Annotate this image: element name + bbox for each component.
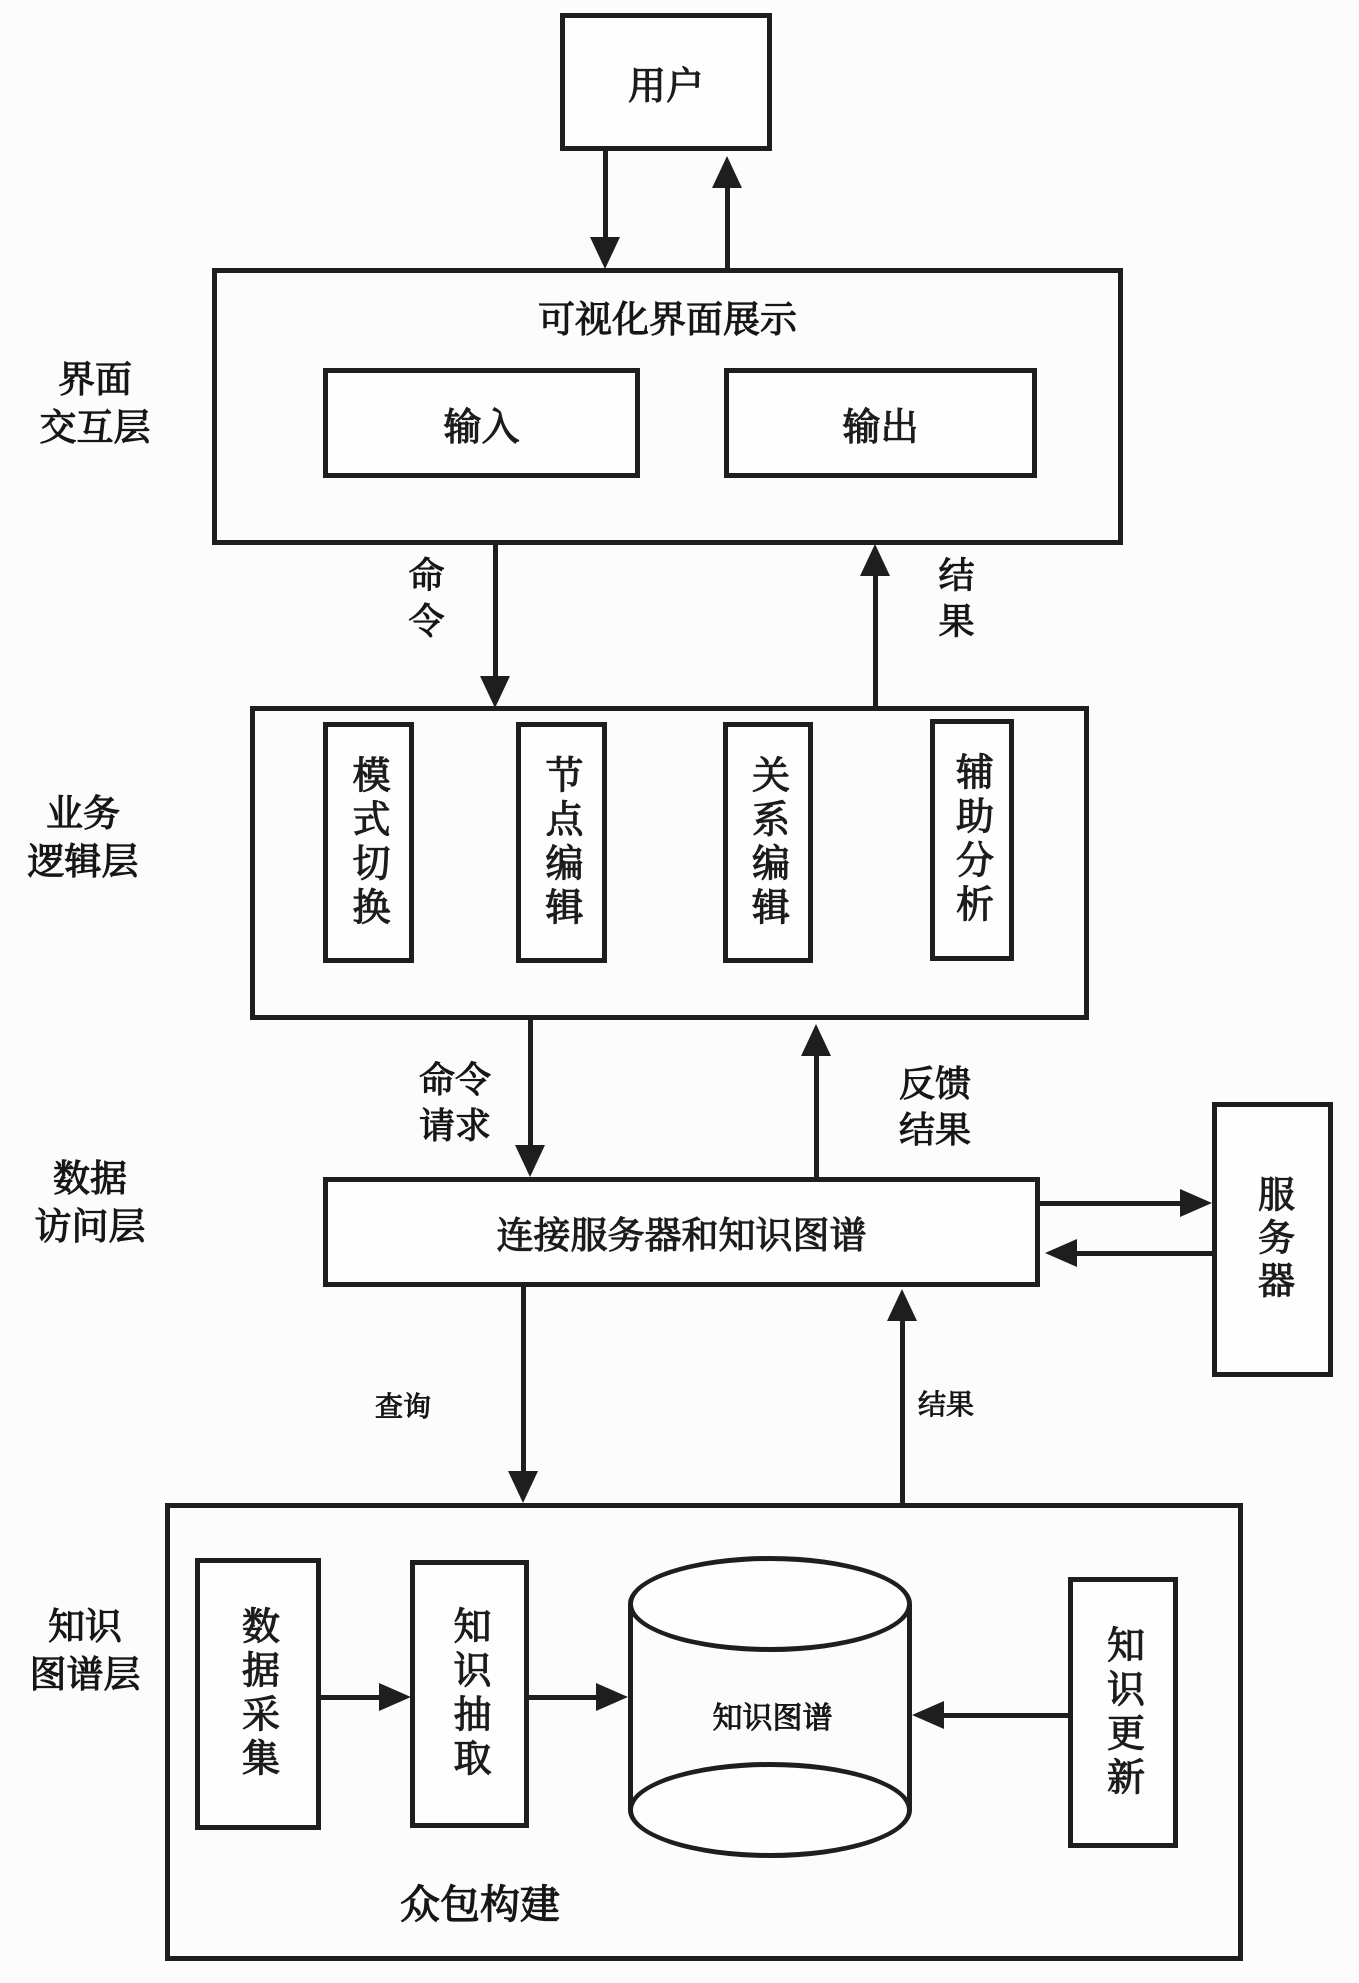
arrow-update-to-graph-head [912, 1701, 944, 1729]
arrow-server-to-access-head [1045, 1239, 1077, 1267]
knowledge-layer-label [10, 1603, 160, 1699]
arrow-access-to-server-line [1040, 1201, 1183, 1206]
crowdsourcing-label: 众包构建 [400, 1882, 560, 1928]
server-box-label: 服务器 [1251, 1175, 1295, 1304]
module-box-auxiliary-analysis [930, 719, 1014, 961]
arrow-access-to-server-head [1180, 1189, 1212, 1217]
arrow-logic-to-ui-line [873, 574, 878, 708]
module-box-relation-edit [723, 722, 813, 963]
data-access-layer-label [15, 1155, 165, 1251]
logic-layer-label-line1: 业务 [46, 792, 120, 835]
module-box-node-edit [516, 722, 607, 963]
feedback-result-label [875, 1062, 995, 1154]
arrow-user-to-ui-line [603, 149, 608, 239]
module-label: 关系编辑 [745, 754, 790, 931]
knowledge-update-box [1068, 1577, 1178, 1848]
module-label: 节点编辑 [539, 754, 583, 931]
logic-layer-label-line2: 逻辑层 [27, 840, 139, 883]
user-box-label: 用户 [627, 63, 704, 108]
arrow-access-to-kg-head [508, 1471, 538, 1503]
server-box [1212, 1102, 1333, 1377]
arrow-extract-to-graph-line [527, 1695, 599, 1700]
data-access-box-label: 连接服务器和知识图谱 [496, 1214, 867, 1257]
interaction-layer-label-line2: 交互层 [39, 406, 151, 449]
arrow-logic-to-access-head [515, 1145, 545, 1177]
arrow-user-to-ui-head [590, 237, 620, 269]
knowledge-update-label: 知识更新 [1100, 1624, 1145, 1801]
arrow-ui-to-user-line [725, 186, 730, 270]
knowledge-layer-label-line2: 图谱层 [29, 1653, 141, 1696]
user-box [560, 13, 772, 151]
arrow-server-to-access-line [1075, 1251, 1212, 1256]
command-label: 命令 [403, 556, 444, 648]
logic-layer-label [8, 790, 158, 886]
knowledge-layer-label-line1: 知识 [48, 1605, 122, 1648]
result-down-label: 结果 [918, 1388, 975, 1421]
knowledge-extraction-box [410, 1560, 529, 1828]
input-box-label: 输入 [443, 404, 520, 449]
knowledge-graph-db-label: 知识图谱 [712, 1701, 833, 1736]
arrow-kg-to-access-head [887, 1289, 917, 1321]
arrow-access-to-logic-line [814, 1054, 819, 1179]
feedback-result-line2: 结果 [898, 1110, 971, 1151]
module-label: 辅助分析 [949, 752, 994, 928]
input-box [323, 368, 640, 478]
arrow-collect-to-extract-line [319, 1695, 383, 1700]
visualization-title: 可视化界面展示 [538, 298, 797, 341]
arrow-ui-to-logic-head [480, 676, 510, 708]
knowledge-extraction-label: 知识抽取 [447, 1606, 491, 1782]
query-label: 查询 [375, 1390, 432, 1423]
arrow-access-to-logic-head [801, 1024, 831, 1056]
arrow-kg-to-access-line [900, 1319, 905, 1506]
data-access-label-line1: 数据 [53, 1157, 127, 1200]
arrow-update-to-graph-line [940, 1713, 1070, 1718]
arrow-collect-to-extract-head [379, 1683, 411, 1711]
output-box-label: 输出 [842, 404, 919, 449]
arrow-access-to-kg-line [521, 1285, 526, 1473]
module-label: 模式切换 [346, 754, 390, 931]
arrow-extract-to-graph-head [596, 1683, 628, 1711]
arrow-ui-to-user-head [712, 156, 742, 188]
module-box-mode-switch [323, 722, 414, 963]
interaction-layer-label-line1: 界面 [58, 358, 132, 401]
cylinder-top-ellipse [628, 1556, 912, 1652]
data-collection-label: 数据采集 [235, 1606, 280, 1782]
command-request-line1: 命令 [418, 1060, 491, 1101]
data-access-label-line2: 访问层 [34, 1205, 146, 1248]
arrow-ui-to-logic-line [493, 543, 498, 678]
output-box [724, 368, 1037, 478]
arrow-logic-to-ui-head [860, 544, 890, 576]
interaction-layer-label [15, 356, 175, 452]
feedback-result-line1: 反馈 [898, 1064, 971, 1105]
cylinder-bottom-ellipse [628, 1762, 912, 1858]
result-label: 结果 [933, 556, 974, 648]
command-request-label [395, 1058, 515, 1150]
command-request-line2: 请求 [418, 1106, 491, 1147]
data-collection-box [195, 1558, 321, 1830]
arrow-logic-to-access-line [528, 1018, 533, 1145]
data-access-box [323, 1177, 1040, 1287]
